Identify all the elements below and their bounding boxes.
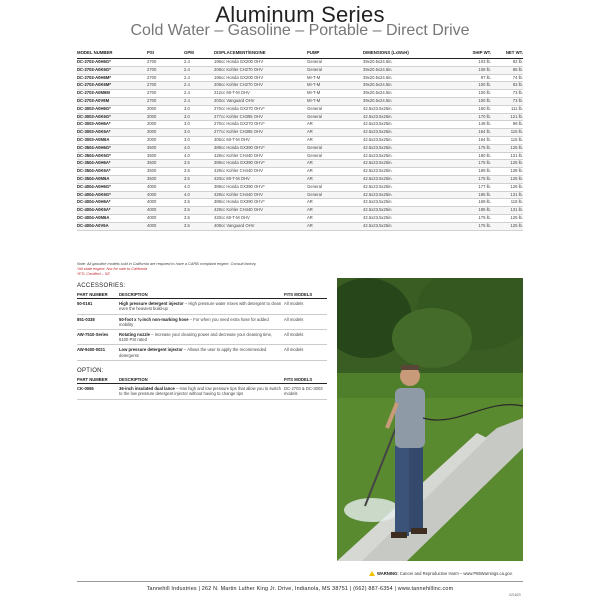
spec-cell: General [307,66,363,74]
model-number: DC-4004-A0V6A [77,222,147,230]
part-name: 50-foot x ⅜-inch non-marking hose [119,316,189,322]
spec-cell: 389cc Honda GX390 OHV* [214,144,307,152]
spec-cell: 42.5x23.5x25in. [363,175,449,183]
spec-cell: 175 lb. [449,222,491,230]
spec-table-body [77,59,523,231]
spec-cell: 3.0 [184,105,214,113]
spec-cell: General [307,152,363,160]
spec-cell: 42.5x23.5x25in. [363,160,449,168]
spec-col-header: DISPLACEMENT/ENGINE [214,49,307,59]
model-number: DC-2703-A0H6M* [77,74,147,82]
warning-triangle-icon [369,571,375,576]
spec-col-header: SHIP WT. [449,49,491,59]
spec-cell: AR [307,136,363,144]
fits-models: All models [284,314,327,329]
spec-cell: MI-T-M [307,82,363,90]
spec-cell: 169 lb. [449,199,491,207]
spec-cell: 42.5x23.5x25in. [363,113,449,121]
spec-cell: AR [307,168,363,176]
spec-cell: 164 lb. [449,129,491,137]
spec-cell: 125 lb. [491,144,523,152]
part-number: CK-0065 [77,384,119,399]
part-description [119,314,284,329]
spec-cell: 175 lb. [449,175,491,183]
fits-models: All models [284,299,327,314]
spec-row [77,222,523,230]
note-state: *All state engine. Not for sale to California [77,267,148,271]
spec-cell: 74 lb. [491,74,523,82]
spec-cell: 305cc MI-T-M OHV [214,136,307,144]
spec-cell: 4000 [147,191,184,199]
spec-cell: 270cc Honda GX270 OHV* [214,105,307,113]
model-number: DC-3003-A0H6A* [77,121,147,129]
spec-cell: 177 lb. [449,183,491,191]
spec-row [77,74,523,82]
spec-cell: 148 lb. [449,121,491,129]
spec-cell: 3.0 [184,113,214,121]
model-number: DC-2703-A0K6M* [77,82,147,90]
spec-cell: 2.4 [184,90,214,98]
spec-notes [77,262,257,277]
spec-cell: 125 lb. [491,222,523,230]
part-detail: – Increase your cleaning power and decrease your cleaning time, 5100 PSI rated [119,332,273,343]
spec-cell: 131 lb. [491,152,523,160]
fits-models: DC-2703 & DC-3003 models [284,384,327,399]
spec-cell: 3500 [147,152,184,160]
spec-cell: AR [307,129,363,137]
spec-cell: 125 lb. [491,175,523,183]
spec-cell: AR [307,214,363,222]
spec-cell: 208cc Kohler CH270 OHV [214,66,307,74]
spec-cell: General [307,113,363,121]
accessories-col-header: FITS MODELS [284,292,327,299]
spec-cell: 4000 [147,199,184,207]
spec-cell: AR [307,199,363,207]
spec-cell: 429cc Kohler CH440 OHV [214,152,307,160]
spec-cell: 2700 [147,82,184,90]
spec-cell: 42.5x23.5x25in. [363,191,449,199]
spec-row [77,168,523,176]
spec-cell: 212cc MI-T-M OHV [214,90,307,98]
model-number: DC-4004-A0K6A* [77,207,147,215]
spec-row [77,82,523,90]
option-col-header: PART NUMBER [77,377,119,384]
model-number: DC-2703-A0H6G* [77,59,147,67]
spec-table-header [77,49,523,59]
spec-cell: 2.4 [184,66,214,74]
part-detail: – High pressure water mixes with detergent to clean even the heaviest build-up [119,301,282,312]
warning-label: WARNING: [377,571,399,576]
spec-cell: 429cc Kohler CH440 OHV [214,207,307,215]
option-heading: OPTION: [77,368,104,374]
spec-row [77,105,523,113]
spec-row [77,183,523,191]
model-number: DC-3504-A0H6G* [77,144,147,152]
spec-cell: 420cc MI-T-M OHV [214,214,307,222]
spec-cell: 429cc Kohler CH440 OHV [214,191,307,199]
spec-cell: 73 lb. [491,90,523,98]
spec-cell: 118 lb. [491,199,523,207]
spec-cell: 160 lb. [449,105,491,113]
spec-cell: 3000 [147,121,184,129]
spec-cell: 83 lb. [491,82,523,90]
note-etl: *ETL Certified – SE [77,272,110,276]
part-description [119,384,284,399]
spec-cell: 3500 [147,160,184,168]
spec-cell: 196cc Honda GX200 OHV [214,59,307,67]
accessories-col-header: PART NUMBER [77,292,119,299]
footer-contact: Tannehill Industries | 262 N. Martin Luther King Jr. Drive, Indianola, MS 38751 | (662) 887-6354 | www.tannehillinc.com [146,586,454,592]
spec-row [77,66,523,74]
accessories-table-body [77,299,327,361]
accessories-row [77,330,327,345]
part-detail: – Allows the user to apply the recommended detergents [119,347,267,358]
spec-cell: 2.4 [184,82,214,90]
part-name: 36-inch insulated dual lance [119,386,175,392]
spec-cell: 42.5x23.5x25in. [363,168,449,176]
spec-cell: 4000 [147,222,184,230]
spec-cell: 3.5 [184,214,214,222]
spec-cell: 180 lb. [449,152,491,160]
accessories-table-header [77,292,327,299]
spec-cell: 185 lb. [449,207,491,215]
spec-cell: 125 lb. [491,160,523,168]
spec-cell: 100 lb. [449,82,491,90]
part-name: Rotating nozzle [119,332,150,338]
option-row [77,384,327,399]
spec-cell: 39x20.5x24.5in. [363,97,449,105]
model-number: DC-3504-A0K6G* [77,152,147,160]
spec-cell: 100 lb. [449,97,491,105]
spec-cell: 42.5x23.5x25in. [363,199,449,207]
spec-cell: 42.5x23.5x25in. [363,129,449,137]
part-detail: – For when you need extra hose for added mobility [119,316,269,327]
fits-models: All models [284,345,327,360]
spec-cell: 3.0 [184,121,214,129]
spec-row [77,214,523,222]
spec-cell: 175 lb. [449,160,491,168]
spec-cell: 125 lb. [491,214,523,222]
spec-row [77,113,523,121]
spec-cell: 3000 [147,113,184,121]
spec-cell: 131 lb. [491,191,523,199]
spec-cell: 4000 [147,214,184,222]
spec-cell: 3.5 [184,160,214,168]
spec-cell: 2700 [147,90,184,98]
option-col-header: DESCRIPTION [119,377,284,384]
accessories-table [77,292,327,361]
spec-cell: AR [307,160,363,168]
spec-col-header: GPM [184,49,214,59]
document-code: 021820 [509,593,521,597]
accessories-row [77,345,327,360]
spec-cell: 42.5x23.5x25in. [363,222,449,230]
spec-row [77,59,523,67]
model-number: DC-2703-A0M6M [77,90,147,98]
spec-cell: 203cc Vanguard OHV [214,97,307,105]
spec-cell: General [307,59,363,67]
spec-row [77,152,523,160]
spec-row [77,144,523,152]
spec-cell: 111 lb. [491,105,523,113]
part-number: AW-7510-Series [77,330,119,345]
spec-cell: 42.5x23.5x25in. [363,136,449,144]
spec-col-header: PSI [147,49,184,59]
accessories-col-header: DESCRIPTION [119,292,284,299]
model-number: DC-3504-A0K6A* [77,168,147,176]
spec-row [77,175,523,183]
spec-cell: General [307,105,363,113]
spec-cell: 389cc Honda GX390 OHV* [214,160,307,168]
spec-cell: 277cc Kohler CH395 OHV [214,129,307,137]
spec-row [77,129,523,137]
spec-row [77,191,523,199]
part-number: 851-0338 [77,314,119,329]
spec-table [77,49,523,231]
spec-cell: 277cc Kohler CH395 OHV [214,113,307,121]
spec-cell: 3000 [147,129,184,137]
model-number: DC-3003-A0H6G* [77,105,147,113]
spec-cell: 121 lb. [491,113,523,121]
spec-cell: 2.4 [184,59,214,67]
spec-cell: AR [307,121,363,129]
accessories-row [77,314,327,329]
option-table-header [77,377,327,384]
spec-cell: 82 lb. [491,59,523,67]
spec-cell: 4.0 [184,183,214,191]
spec-cell: 3.5 [184,207,214,215]
spec-cell: 115 lb. [491,129,523,137]
spec-cell: 108 lb. [449,66,491,74]
part-detail: – Has high and low pressure tips that allow you to switch to the low pressure detergent injector without having to change tips [119,386,281,397]
spec-cell: 3.0 [184,129,214,137]
prop65-warning [369,571,513,576]
model-number: DC-2703-A0K6G* [77,66,147,74]
spec-cell: 85 lb. [491,66,523,74]
model-number: DC-3003-A0K6G* [77,113,147,121]
spec-cell: 4.0 [184,152,214,160]
model-number: DC-3504-A0M6A [77,175,147,183]
spec-cell: 42.5x23.5x25in. [363,183,449,191]
spec-cell: 39x20.5x24.5in. [363,74,449,82]
part-name: Low pressure detergent injector [119,347,183,353]
spec-cell: 39x20.5x24.5in. [363,59,449,67]
spec-cell: 196cc Honda GX200 OHV [214,74,307,82]
fits-models: All models [284,330,327,345]
spec-cell: 185 lb. [449,191,491,199]
spec-cell: 42.5x23.5x25in. [363,214,449,222]
spec-col-header: MODEL NUMBER [77,49,147,59]
model-number: DC-4004-A0K6G* [77,191,147,199]
spec-cell: 97 lb. [449,74,491,82]
spec-cell: 408cc Vanguard OHV [214,222,307,230]
spec-cell: 39x20.5x24.5in. [363,90,449,98]
spec-cell: 2700 [147,66,184,74]
spec-cell: General [307,144,363,152]
model-number: DC-4004-A0M6A [77,214,147,222]
part-description [119,330,284,345]
spec-cell: 138 lb. [491,168,523,176]
model-number: DC-3504-A0H6A* [77,160,147,168]
spec-cell: 2700 [147,97,184,105]
spec-cell: 2700 [147,74,184,82]
model-number: DC-4004-A0H6G* [77,183,147,191]
part-description [119,299,284,314]
spec-cell: 3.5 [184,175,214,183]
spec-col-header: NET WT. [491,49,523,59]
spec-cell: 4000 [147,183,184,191]
spec-cell: 73 lb. [491,97,523,105]
spec-row [77,97,523,105]
spec-cell: General [307,191,363,199]
spec-cell: 42.5x23.5x25in. [363,105,449,113]
spec-cell: 3.0 [184,136,214,144]
spec-cell: 3500 [147,168,184,176]
spec-cell: 2700 [147,59,184,67]
option-col-header: FITS MODELS [284,377,327,384]
spec-cell: AR [307,175,363,183]
spec-cell: 3500 [147,144,184,152]
model-number: DC-3003-A0M6A [77,136,147,144]
page-subtitle: Cold Water – Gasoline – Portable – Direct Drive [130,22,470,39]
spec-cell: 115 lb. [491,136,523,144]
spec-cell: 175 lb. [449,144,491,152]
spec-cell: 3.5 [184,199,214,207]
spec-cell: MI-T-M [307,97,363,105]
spec-cell: 42.5x23.5x25in. [363,121,449,129]
spec-cell: 4.0 [184,144,214,152]
spec-cell: 103 lb. [449,59,491,67]
spec-cell: 3000 [147,105,184,113]
option-table [77,377,327,400]
spec-col-header: DIMENSIONS (LxWxH) [363,49,449,59]
spec-cell: 3.5 [184,222,214,230]
spec-cell: 39x20.5x24.5in. [363,82,449,90]
accessories-heading: ACCESSORIES: [77,283,126,289]
pressure-washer-photo [337,278,523,561]
accessories-row [77,299,327,314]
spec-cell: 175 lb. [449,214,491,222]
spec-cell: 42.5x23.5x25in. [363,207,449,215]
spec-cell: 429cc Kohler CH440 OHV [214,168,307,176]
spec-cell: 126 lb. [491,183,523,191]
spec-cell: 99 lb. [491,121,523,129]
spec-cell: 42.5x23.5x25in. [363,152,449,160]
spec-cell: 389cc Honda GX390 OHV* [214,183,307,191]
spec-cell: 270cc Honda GX270 OHV* [214,121,307,129]
spec-cell: 189 lb. [449,168,491,176]
spec-row [77,199,523,207]
spec-cell: 42.5x23.5x25in. [363,144,449,152]
note-carb: Note: All gasoline models sold in California are required to have a CARB compliant engine. Consult factory. [77,262,257,266]
spec-cell: 420cc MI-T-M OHV [214,175,307,183]
spec-cell: 2.4 [184,97,214,105]
spec-cell: 131 lb. [491,207,523,215]
spec-cell: AR [307,222,363,230]
product-photo [337,278,523,561]
spec-row [77,136,523,144]
spec-cell: AR [307,207,363,215]
model-number: DC-3003-A0K6A* [77,129,147,137]
page-title: Aluminum Series [215,2,385,27]
spec-cell: 3500 [147,175,184,183]
spec-cell: 4000 [147,207,184,215]
spec-cell: 4.0 [184,191,214,199]
model-number: DC-4004-A0H6A* [77,199,147,207]
model-number: DC-2703-A0V6M [77,97,147,105]
option-table-body [77,384,327,399]
spec-cell: 2.4 [184,74,214,82]
spec-cell: 164 lb. [449,136,491,144]
spec-row [77,90,523,98]
spec-cell: MI-T-M [307,90,363,98]
spec-cell: 3000 [147,136,184,144]
part-number: 50-0161 [77,299,119,314]
spec-cell: 100 lb. [449,90,491,98]
spec-row [77,207,523,215]
part-description [119,345,284,360]
part-number: AW-9400-0021 [77,345,119,360]
part-name: High pressure detergent injector [119,301,184,307]
spec-cell: 389cc Honda GX390 OHV* [214,199,307,207]
spec-row [77,160,523,168]
spec-cell: MI-T-M [307,74,363,82]
spec-cell: General [307,183,363,191]
spec-cell: 39x20.5x24.5in. [363,66,449,74]
spec-col-header: PUMP [307,49,363,59]
footer-divider [77,581,523,582]
spec-cell: 3.5 [184,168,214,176]
warning-text: Cancer and Reproductive Harm – www.P65Warnings.ca.gov. [398,571,513,576]
spec-row [77,121,523,129]
spec-cell: 208cc Kohler CH270 OHV [214,82,307,90]
spec-cell: 170 lb. [449,113,491,121]
